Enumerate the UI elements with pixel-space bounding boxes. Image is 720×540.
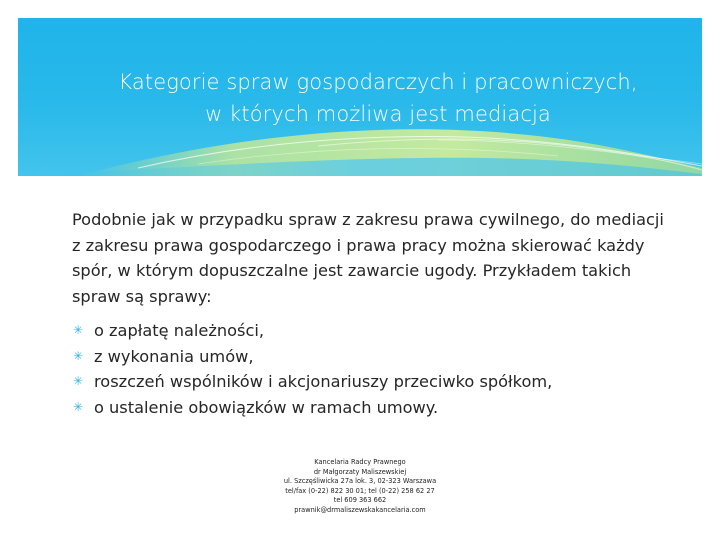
asterisk-bullet-icon: ✳ <box>73 399 84 414</box>
slide-title: Kategorie spraw gospodarczych i pracowniczych, w których możliwa jest mediacja <box>118 70 638 126</box>
header-band <box>18 18 702 176</box>
list-item <box>72 369 692 395</box>
list-item-text: o zapłatę należności, <box>94 321 264 340</box>
footer-contact <box>230 458 490 516</box>
list-item-text: roszczeń wspólników i akcjonariuszy przeciwko spółkom, <box>94 372 553 391</box>
intro-paragraph: Podobnie jak w przypadku spraw z zakresu prawa cywilnego, do mediacji z zakresu prawa gospodarczego i prawa pracy można skierować każdy spór, w którym dopuszczalne jest zawarcie ugody. Przykładem takich spraw są sprawy: <box>72 210 664 306</box>
case-type-list <box>72 318 692 420</box>
list-item <box>72 318 692 344</box>
list-item-text: o ustalenie obowiązków w ramach umowy. <box>94 397 439 417</box>
list-item <box>72 395 692 421</box>
footer-mobile: tel 609 363 662 <box>333 496 387 505</box>
footer-phone-fax: tel/fax (0-22) 822 30 01; tel (0-22) 258 62 27 <box>285 486 435 495</box>
asterisk-bullet-icon: ✳ <box>73 374 84 388</box>
footer-lawyer-name: dr Małgorzaty Maliszewskiej <box>313 467 407 476</box>
footer-address: ul. Szczęśliwicka 27a lok. 3, 02-323 Warszawa <box>283 477 437 486</box>
asterisk-bullet-icon: ✳ <box>73 323 84 337</box>
footer-office-name: Kancelaria Radcy Prawnego <box>314 458 406 466</box>
list-item-text: z wykonania umów, <box>94 346 254 366</box>
footer-email: prawnik@drmaliszewskakancelaria.com <box>294 505 426 514</box>
asterisk-bullet-icon: ✳ <box>73 348 84 363</box>
list-item <box>72 344 692 370</box>
